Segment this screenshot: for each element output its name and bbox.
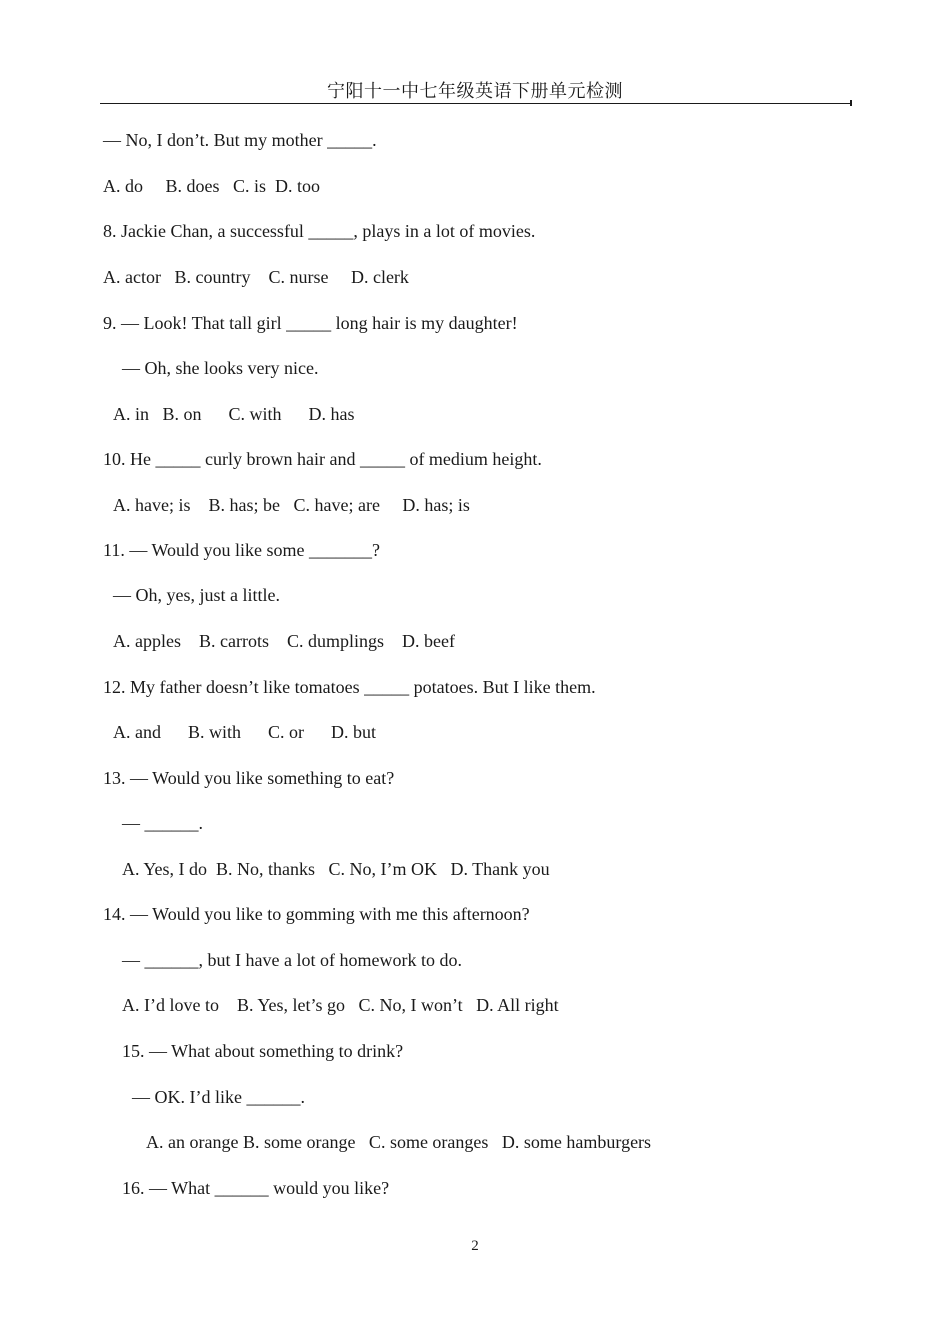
dialogue-line: — Oh, she looks very nice. (122, 358, 319, 378)
answer-options: A. actor B. country C. nurse D. clerk (103, 267, 409, 287)
question-11: 11. — Would you like some _______? (103, 540, 381, 560)
header-rule-tick (850, 100, 852, 106)
answer-options: A. do B. does C. is D. too (103, 176, 321, 196)
answer-options: A. and B. with C. or D. but (113, 722, 376, 742)
dialogue-line: — ______, but I have a lot of homework to do. (122, 950, 462, 970)
question-12: 12. My father doesn’t like tomatoes _____ potatoes. But I like them. (103, 677, 596, 697)
answer-options: A. I’d love to B. Yes, let’s go C. No, I won’t D. All right (122, 995, 559, 1015)
dialogue-line: — OK. I’d like ______. (132, 1087, 305, 1107)
question-16: 16. — What ______ would you like? (122, 1178, 390, 1198)
question-10: 10. He _____ curly brown hair and _____ of medium height. (103, 449, 542, 469)
question-13: 13. — Would you like something to eat? (103, 768, 395, 788)
question-15: 15. — What about something to drink? (122, 1041, 404, 1061)
question-9: 9. — Look! That tall girl _____ long hair is my daughter! (103, 313, 518, 333)
header-rule (100, 103, 852, 104)
page-number: 2 (471, 1238, 479, 1254)
answer-options: A. an orange B. some orange C. some oranges D. some hamburgers (146, 1132, 652, 1152)
answer-options: A. have; is B. has; be C. have; are D. has; is (113, 495, 470, 515)
answer-options: A. in B. on C. with D. has (113, 404, 355, 424)
answer-options: A. apples B. carrots C. dumplings D. beef (113, 631, 455, 651)
dialogue-line: — Oh, yes, just a little. (113, 585, 280, 605)
dialogue-line: — ______. (122, 813, 203, 833)
header-title: 宁阳十一中七年级英语下册单元检测 (327, 81, 623, 101)
question-8: 8. Jackie Chan, a successful _____, plays in a lot of movies. (103, 221, 536, 241)
question-14: 14. — Would you like to gomming with me this afternoon? (103, 904, 530, 924)
dialogue-line: — No, I don’t. But my mother _____. (103, 130, 377, 150)
answer-options: A. Yes, I do B. No, thanks C. No, I’m OK D. Thank you (122, 859, 550, 879)
